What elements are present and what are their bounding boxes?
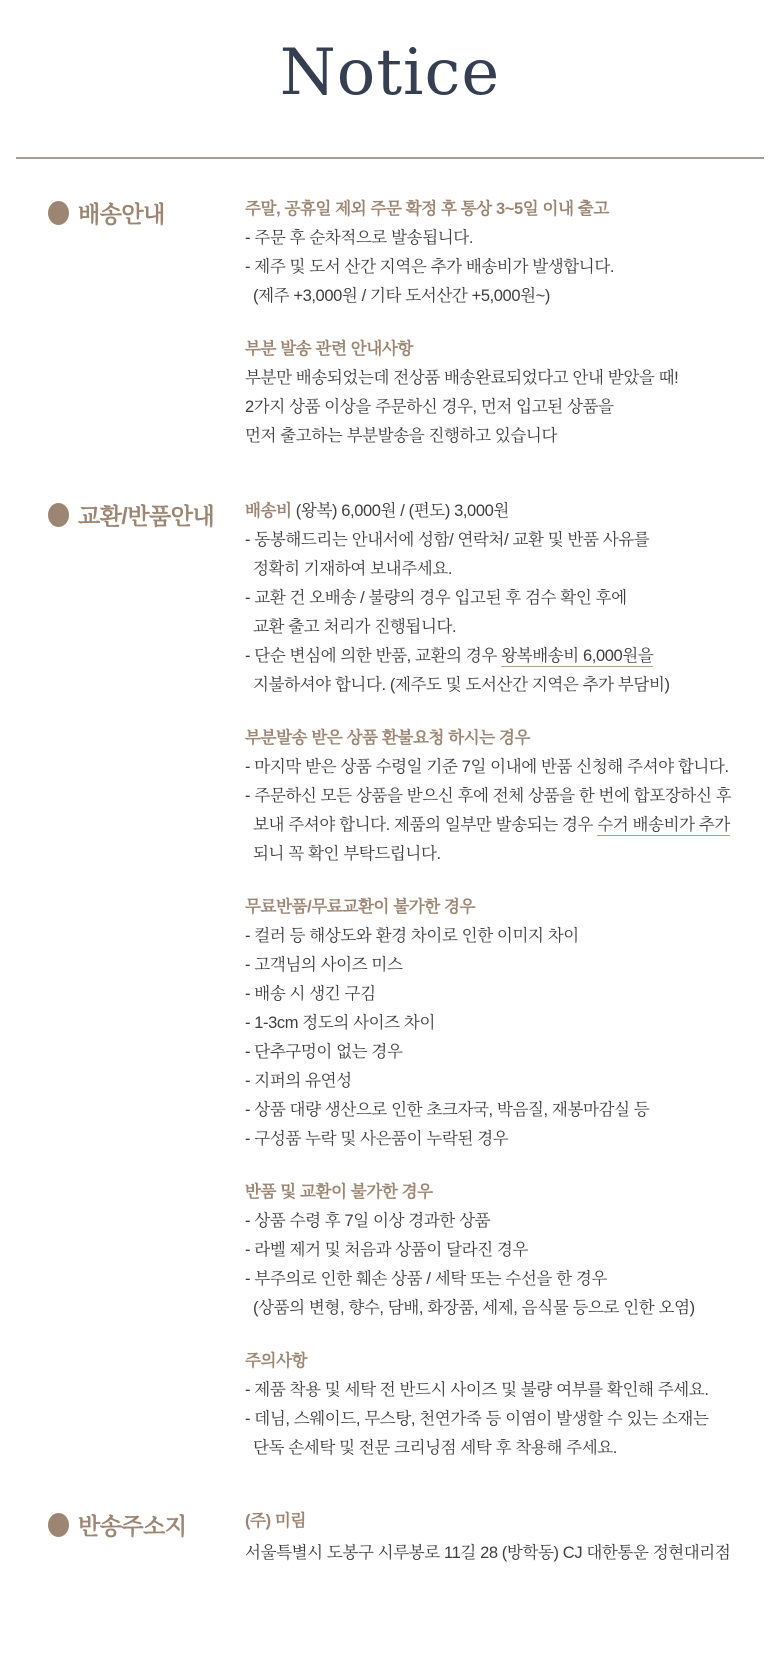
shipping-main-group xyxy=(245,195,780,311)
subsection-heading: 주의사항 xyxy=(245,1352,308,1371)
section-bullet-icon xyxy=(48,503,69,527)
notice-line: - 주문 후 순차적으로 발송됩니다. xyxy=(245,229,474,248)
section-label-shipping xyxy=(48,195,245,229)
section-content-return-address xyxy=(245,1507,780,1568)
notice-line: - 배송 시 생긴 구김 xyxy=(245,985,376,1004)
section-shipping xyxy=(0,195,780,451)
exchange-fee-group xyxy=(245,497,780,700)
return-company-name: (주) 미림 xyxy=(245,1512,306,1531)
notice-line: - 상품 대량 생산으로 인한 초크자국, 박음질, 재봉마감실 등 xyxy=(245,1101,650,1120)
fee-lead: 배송비 xyxy=(245,502,292,521)
shipping-partial-group xyxy=(245,335,780,451)
subsection-heading: 부분 발송 관련 안내사항 xyxy=(245,340,413,359)
notice-line: - 컬러 등 해상도와 환경 차이로 인한 이미지 차이 xyxy=(245,927,579,946)
no-free-return-group xyxy=(245,893,780,1154)
notice-line: 부분만 배송되었는데 전상품 배송완료되었다고 안내 받았을 때! xyxy=(245,369,679,388)
notice-line: - 부주의로 인한 훼손 상품 / 세탁 또는 수선을 한 경우 xyxy=(245,1270,607,1289)
notice-line: - 동봉해드리는 안내서에 성함/ 연락처/ 교환 및 반품 사유를 xyxy=(245,531,650,550)
notice-line: - 데님, 스웨이드, 무스탕, 천연가죽 등 이염이 발생할 수 있는 소재는 xyxy=(245,1410,709,1429)
section-content-exchange xyxy=(245,497,780,1463)
section-bullet-icon xyxy=(48,1513,69,1537)
no-return-group xyxy=(245,1178,780,1323)
notice-line: - 상품 수령 후 7일 이상 경과한 상품 xyxy=(245,1212,491,1231)
partial-refund-group xyxy=(245,724,780,869)
notice-line: - 라벨 제거 및 처음과 상품이 달라진 경우 xyxy=(245,1241,529,1260)
notice-line: 지불하셔야 합니다. (제주도 및 도서산간 지역은 추가 부담비) xyxy=(253,676,670,695)
fee-line xyxy=(245,497,780,526)
pickup-fee-line xyxy=(245,811,780,840)
notice-line: - 제주 및 도서 산간 지역은 추가 배송비가 발생합니다. xyxy=(245,258,615,277)
shipping-lead: 주말, 공휴일 제외 주문 확정 후 통상 3~5일 이내 출고 xyxy=(245,200,609,219)
caution-group xyxy=(245,1347,780,1463)
notice-line: - 주문하신 모든 상품을 받으신 후에 전체 상품을 한 번에 합포장하신 후 xyxy=(245,787,732,806)
notice-line: (상품의 변형, 향수, 담배, 화장품, 세제, 음식물 등으로 인한 오염) xyxy=(253,1299,695,1318)
notice-line: - 구성품 누락 및 사은품이 누락된 경우 xyxy=(245,1130,509,1149)
notice-line: - 마지막 받은 상품 수령일 기준 7일 이내에 반품 신청해 주셔야 합니다. xyxy=(245,758,729,777)
subsection-heading: 무료반품/무료교환이 불가한 경우 xyxy=(245,898,476,917)
notice-line: - 교환 건 오배송 / 불량의 경우 입고된 후 검수 확인 후에 xyxy=(245,589,627,608)
refund-prefix: - 단순 변심에 의한 반품, 교환의 경우 xyxy=(245,647,502,666)
refund-underlined: 왕복배송비 6,000원을 xyxy=(501,647,654,666)
notice-line: - 1-3cm 정도의 사이즈 차이 xyxy=(245,1014,435,1033)
notice-line: 되니 꼭 확인 부탁드립니다. xyxy=(253,845,441,864)
section-return-address xyxy=(0,1507,780,1568)
pickup-fee-underlined: 수거 배송비가 추가 xyxy=(597,816,730,835)
return-address-line: 서울특별시 도봉구 시루봉로 11길 28 (방학동) CJ 대한통운 정현대리점 xyxy=(245,1544,731,1563)
notice-line: - 지퍼의 유연성 xyxy=(245,1072,352,1091)
fee-rest: (왕복) 6,000원 / (편도) 3,000원 xyxy=(291,502,509,521)
section-label-text: 배송안내 xyxy=(78,201,165,228)
section-exchange-return xyxy=(0,497,780,1463)
subsection-heading: 반품 및 교환이 불가한 경우 xyxy=(245,1183,433,1202)
section-label-exchange xyxy=(48,497,245,531)
notice-line: - 제품 착용 및 세탁 전 반드시 사이즈 및 불량 여부를 확인해 주세요. xyxy=(245,1381,709,1400)
subsection-heading: 부분발송 받은 상품 환불요청 하시는 경우 xyxy=(245,729,531,748)
notice-line: 먼저 출고하는 부분발송을 진행하고 있습니다 xyxy=(245,427,557,446)
refund-line xyxy=(245,642,780,671)
section-label-text: 교환/반품안내 xyxy=(78,503,215,530)
page-title: Notice xyxy=(279,36,501,110)
notice-line: - 단추구멍이 없는 경우 xyxy=(245,1043,403,1062)
notice-line: 2가지 상품 이상을 주문하신 경우, 먼저 입고된 상품을 xyxy=(245,398,614,417)
notice-line: - 고객님의 사이즈 미스 xyxy=(245,956,403,975)
section-label-return-address xyxy=(48,1507,245,1541)
notice-line: 정확히 기재하여 보내주세요. xyxy=(253,560,453,579)
divider xyxy=(16,157,764,159)
section-bullet-icon xyxy=(48,201,69,225)
notice-line: (제주 +3,000원 / 기타 도서산간 +5,000원~) xyxy=(253,287,550,306)
section-label-text: 반송주소지 xyxy=(78,1513,187,1540)
pickup-fee-prefix: 보내 주셔야 합니다. 제품의 일부만 발송되는 경우 xyxy=(253,816,598,835)
section-content-shipping xyxy=(245,195,780,451)
notice-line: 단독 손세탁 및 전문 크리닝점 세탁 후 착용해 주세요. xyxy=(253,1439,617,1458)
notice-line: 교환 출고 처리가 진행됩니다. xyxy=(253,618,457,637)
